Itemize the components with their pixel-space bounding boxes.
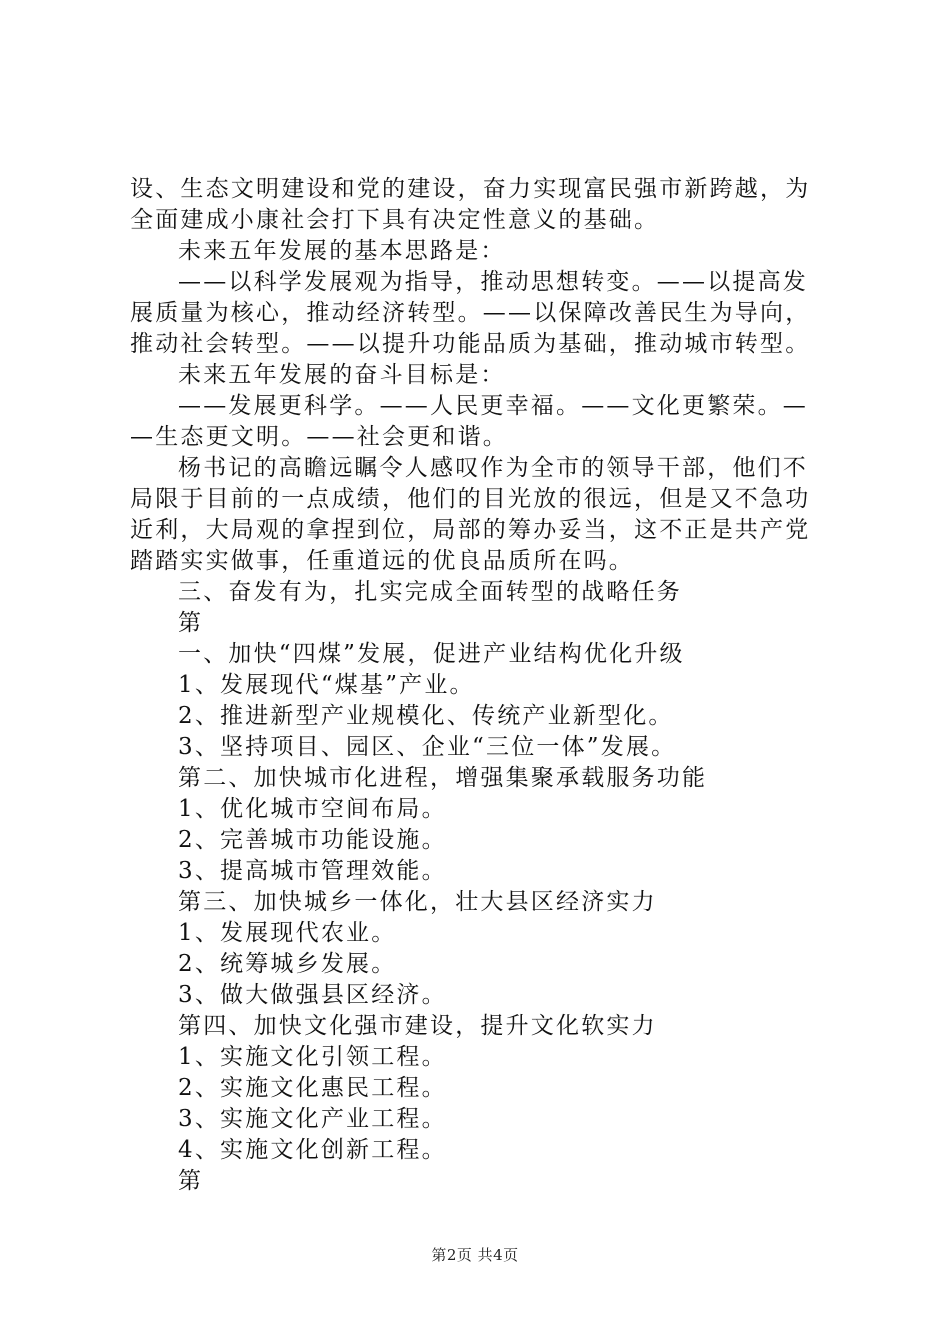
text-line: 未来五年发展的基本思路是： [178, 238, 506, 264]
page-number-label: 第2页 共4页 [431, 1246, 519, 1264]
text-line: —生态更文明。——社会更和谐。 [130, 424, 508, 450]
list-item: 3、实施文化产业工程。 [178, 1106, 447, 1132]
subsection-heading: 一、加快“四煤”发展，促进产业结构优化升级 [178, 641, 685, 667]
list-item: 2、推进新型产业规模化、传统产业新型化。 [178, 703, 674, 729]
text-line: 局限于目前的一点成绩，他们的目光放的很远，但是又不急功 [130, 486, 811, 512]
list-item: 3、提高城市管理效能。 [178, 858, 447, 884]
page-footer [0, 1244, 950, 1265]
subsection-heading: 第三、加快城乡一体化，壮大县区经济实力 [178, 889, 657, 915]
list-item: 1、实施文化引领工程。 [178, 1044, 447, 1070]
text-line: 全面建成小康社会打下具有决定性意义的基础。 [130, 207, 660, 233]
text-line: 第 [178, 610, 204, 636]
section-heading: 三、奋发有为，扎实完成全面转型的战略任务 [178, 579, 682, 605]
text-line: 未来五年发展的奋斗目标是： [178, 362, 506, 388]
text-line: ——以科学发展观为指导，推动思想转变。——以提高发 [178, 269, 808, 295]
text-line: ——发展更科学。——人民更幸福。——文化更繁荣。— [178, 393, 808, 419]
list-item: 4、实施文化创新工程。 [178, 1137, 447, 1163]
text-line: 踏踏实实做事，任重道远的优良品质所在吗。 [130, 548, 634, 574]
subsection-heading: 第四、加快文化强市建设，提升文化软实力 [178, 1013, 657, 1039]
text-line: 杨书记的高瞻远瞩令人感叹作为全市的领导干部，他们不 [178, 455, 808, 481]
text-line: 近利，大局观的拿捏到位，局部的筹办妥当，这不正是共产党 [130, 517, 811, 543]
text-line: 推动社会转型。——以提升功能品质为基础，推动城市转型。 [130, 331, 811, 357]
text-line: 设、生态文明建设和党的建设，奋力实现富民强市新跨越，为 [130, 176, 811, 202]
list-item: 2、完善城市功能设施。 [178, 827, 447, 853]
list-item: 2、实施文化惠民工程。 [178, 1075, 447, 1101]
text-line: 第 [178, 1168, 204, 1194]
list-item: 1、发展现代“煤基”产业。 [178, 672, 475, 698]
text-line: 展质量为核心，推动经济转型。——以保障改善民生为导向， [130, 300, 811, 326]
subsection-heading: 第二、加快城市化进程，增强集聚承载服务功能 [178, 765, 708, 791]
list-item: 1、发展现代农业。 [178, 920, 397, 946]
list-item: 3、坚持项目、园区、企业“三位一体”发展。 [178, 734, 677, 760]
list-item: 1、优化城市空间布局。 [178, 796, 447, 822]
list-item: 2、统筹城乡发展。 [178, 951, 397, 977]
list-item: 3、做大做强县区经济。 [178, 982, 447, 1008]
document-body [130, 174, 830, 1197]
